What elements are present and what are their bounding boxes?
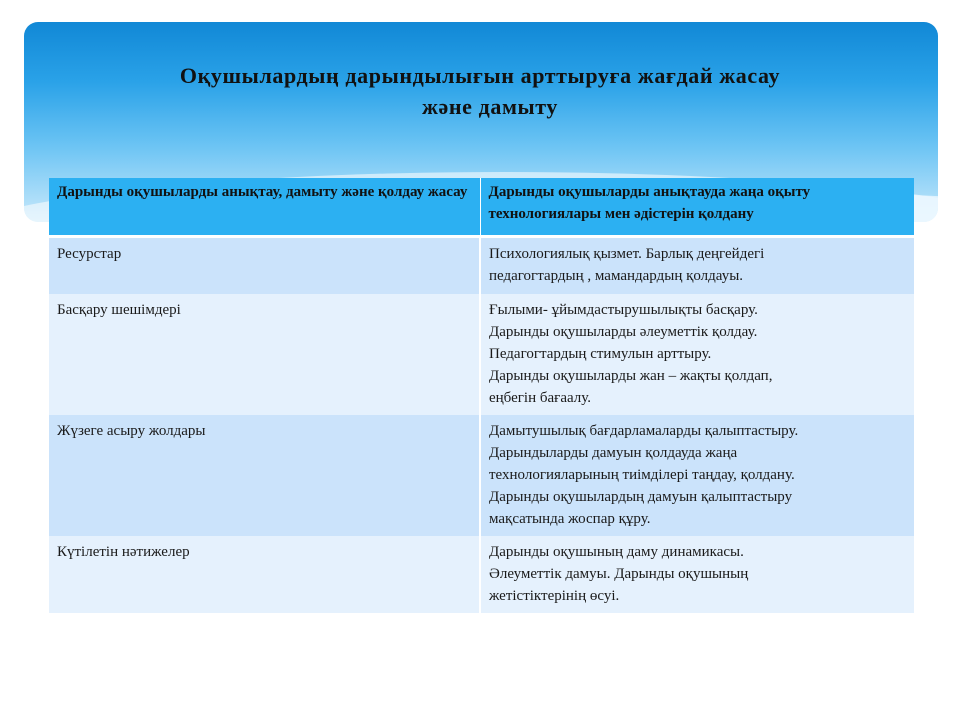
table-header-row [49,178,914,237]
row-label: Ресурстар [49,237,480,295]
row-label: Басқару шешімдері [49,294,480,415]
content-line: Педагогтардың стимулын арттыру. [489,346,712,362]
table-row [49,237,914,295]
slide-title [60,60,900,122]
table-row [49,536,914,613]
content-line: Дамытушылық бағдарламаларды қалыптастыру. [489,423,799,439]
content-line: Әлеуметтік дамуы. Дарынды оқушының [489,566,749,582]
slide-title-line-2: және дамыту [421,94,559,119]
table-row [49,294,914,415]
content-line: Дарынды оқушыларды әлеуметтік қолдау. [489,324,758,340]
content-line: еңбегін бағаалу. [489,390,591,406]
column-header: Дарынды оқушыларды анықтау, дамыту және қолдау жасау [49,178,480,237]
slide-title-line-1: Оқушылардың дарындылығын арттыруға жағдай жасау [179,63,781,88]
row-content [480,237,914,295]
content-line: педагогтардың , мамандардың қолдауы. [489,268,744,284]
content-table [49,178,914,613]
column-header: Дарынды оқушыларды анықтауда жаңа оқыту технологиялары мен әдістерін қолдану [480,178,914,237]
content-line: Ғылыми- ұйымдастырушылықты басқару. [489,302,758,318]
content-line: мақсатында жоспар құру. [489,511,651,527]
content-line: технологияларының тиімділері таңдау, қолдану. [489,467,795,483]
content-line: Дарындыларды дамуын қолдауда жаңа [489,445,738,461]
content-line: Дарынды оқушылардың дамуын қалыптастыру [489,489,793,505]
content-line: Дарынды оқушының даму динамикасы. [489,544,744,560]
row-content [480,294,914,415]
table-row [49,415,914,536]
row-label: Күтілетін нәтижелер [49,536,480,613]
row-label: Жүзеге асыру жолдары [49,415,480,536]
row-content [480,415,914,536]
content-line: жетістіктерінің өсуі. [489,588,620,604]
row-content [480,536,914,613]
content-line: Психологиялық қызмет. Барлық деңгейдегі [489,246,765,262]
content-line: Дарынды оқушыларды жан – жақты қолдап, [489,368,773,384]
